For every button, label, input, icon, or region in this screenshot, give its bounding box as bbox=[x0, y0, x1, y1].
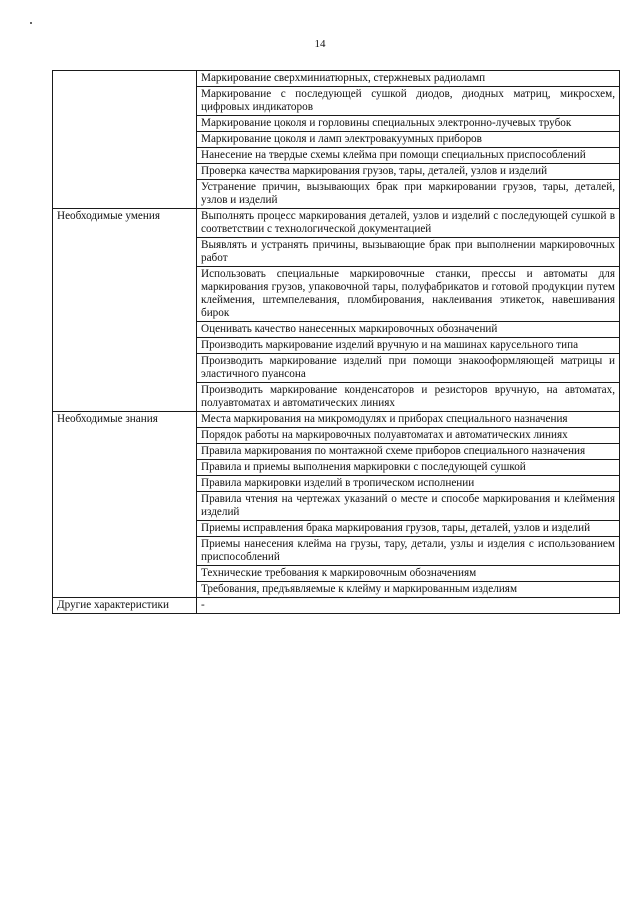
empty-label-cell bbox=[53, 338, 197, 354]
task-item: Проверка качества маркирования грузов, тары, деталей, узлов и изделий bbox=[197, 164, 620, 180]
knowledge-item: Порядок работы на маркировочных полуавтоматах и автоматических линиях bbox=[197, 428, 620, 444]
empty-label-cell bbox=[53, 582, 197, 598]
empty-label-cell bbox=[53, 521, 197, 537]
knowledge-item: Технические требования к маркировочным обозначениям bbox=[197, 566, 620, 582]
knowledge-item: Места маркирования на микромодулях и приборах специального назначения bbox=[197, 412, 620, 428]
table-row bbox=[53, 164, 620, 180]
empty-label-cell bbox=[53, 71, 197, 87]
task-item: Устранение причин, вызывающих брак при маркировании грузов, тары, деталей, узлов и изделий bbox=[197, 180, 620, 209]
task-item: Маркирование сверхминиатюрных, стержневых радиоламп bbox=[197, 71, 620, 87]
empty-label-cell bbox=[53, 132, 197, 148]
empty-label-cell bbox=[53, 322, 197, 338]
empty-label-cell bbox=[53, 87, 197, 116]
empty-label-cell bbox=[53, 116, 197, 132]
table-row bbox=[53, 322, 620, 338]
table-row bbox=[53, 267, 620, 322]
empty-label-cell bbox=[53, 566, 197, 582]
skill-item: Производить маркирование изделий при помощи знакооформляющей матрицы и эластичного пуансона bbox=[197, 354, 620, 383]
scan-speck bbox=[30, 22, 32, 24]
table-row bbox=[53, 566, 620, 582]
table-row bbox=[53, 132, 620, 148]
table-row bbox=[53, 209, 620, 238]
task-item: Маркирование цоколя и ламп электровакуумных приборов bbox=[197, 132, 620, 148]
empty-label-cell bbox=[53, 476, 197, 492]
empty-label-cell bbox=[53, 267, 197, 322]
page-number: 14 bbox=[314, 38, 326, 50]
empty-label-cell bbox=[53, 444, 197, 460]
table-row bbox=[53, 87, 620, 116]
knowledge-item: Правила маркировки изделий в тропическом исполнении bbox=[197, 476, 620, 492]
qualification-table bbox=[52, 70, 620, 614]
table-row bbox=[53, 492, 620, 521]
table-row bbox=[53, 354, 620, 383]
skill-item: Выполнять процесс маркирования деталей, узлов и изделий с последующей сушкой в соответствии с технологической документацией bbox=[197, 209, 620, 238]
empty-label-cell bbox=[53, 180, 197, 209]
knowledge-item: Приемы исправления брака маркирования грузов, тары, деталей, узлов и изделий bbox=[197, 521, 620, 537]
table-row bbox=[53, 598, 620, 614]
empty-label-cell bbox=[53, 460, 197, 476]
empty-label-cell bbox=[53, 164, 197, 180]
skill-item: Использовать специальные маркировочные станки, прессы и автоматы для маркирования грузов, упаковочной тары, полуфабрикатов и готовой продукции путем клеймения, штемпелевания, пломбирования, наклеивания этикеток, навешивания бирок bbox=[197, 267, 620, 322]
skill-item: Оценивать качество нанесенных маркировочных обозначений bbox=[197, 322, 620, 338]
table-row bbox=[53, 180, 620, 209]
task-item: Маркирование цоколя и горловины специальных электронно-лучевых трубок bbox=[197, 116, 620, 132]
table-row bbox=[53, 338, 620, 354]
other-label: Другие характеристики bbox=[53, 598, 197, 614]
table-row bbox=[53, 71, 620, 87]
skills-label: Необходимые умения bbox=[53, 209, 197, 238]
table-row bbox=[53, 521, 620, 537]
knowledge-item: Приемы нанесения клейма на грузы, тару, детали, узлы и изделия с использованием приспособлений bbox=[197, 537, 620, 566]
table-row bbox=[53, 116, 620, 132]
table-row bbox=[53, 428, 620, 444]
empty-label-cell bbox=[53, 428, 197, 444]
skill-item: Выявлять и устранять причины, вызывающие брак при выполнении маркировочных работ bbox=[197, 238, 620, 267]
table-row bbox=[53, 460, 620, 476]
knowledge-item: Правила чтения на чертежах указаний о месте и способе маркирования и клеймения изделий bbox=[197, 492, 620, 521]
task-item: Нанесение на твердые схемы клейма при помощи специальных приспособлений bbox=[197, 148, 620, 164]
table-row bbox=[53, 582, 620, 598]
empty-label-cell bbox=[53, 238, 197, 267]
task-item: Маркирование с последующей сушкой диодов, диодных матриц, микросхем, цифровых индикаторов bbox=[197, 87, 620, 116]
table-row bbox=[53, 476, 620, 492]
skill-item: Производить маркирование конденсаторов и резисторов вручную, на автоматах, полуавтоматах и автоматических линиях bbox=[197, 383, 620, 412]
empty-label-cell bbox=[53, 148, 197, 164]
knowledge-item: Правила и приемы выполнения маркировки с последующей сушкой bbox=[197, 460, 620, 476]
table-row bbox=[53, 238, 620, 267]
knowledge-label: Необходимые знания bbox=[53, 412, 197, 428]
table-row bbox=[53, 444, 620, 460]
table-row bbox=[53, 383, 620, 412]
knowledge-item: Правила маркирования по монтажной схеме приборов специального назначения bbox=[197, 444, 620, 460]
empty-label-cell bbox=[53, 492, 197, 521]
empty-label-cell bbox=[53, 354, 197, 383]
skill-item: Производить маркирование изделий вручную и на машинах карусельного типа bbox=[197, 338, 620, 354]
knowledge-item: Требования, предъявляемые к клейму и маркированным изделиям bbox=[197, 582, 620, 598]
table-row bbox=[53, 537, 620, 566]
empty-label-cell bbox=[53, 383, 197, 412]
table-row bbox=[53, 148, 620, 164]
other-value: - bbox=[197, 598, 620, 614]
empty-label-cell bbox=[53, 537, 197, 566]
table-row bbox=[53, 412, 620, 428]
